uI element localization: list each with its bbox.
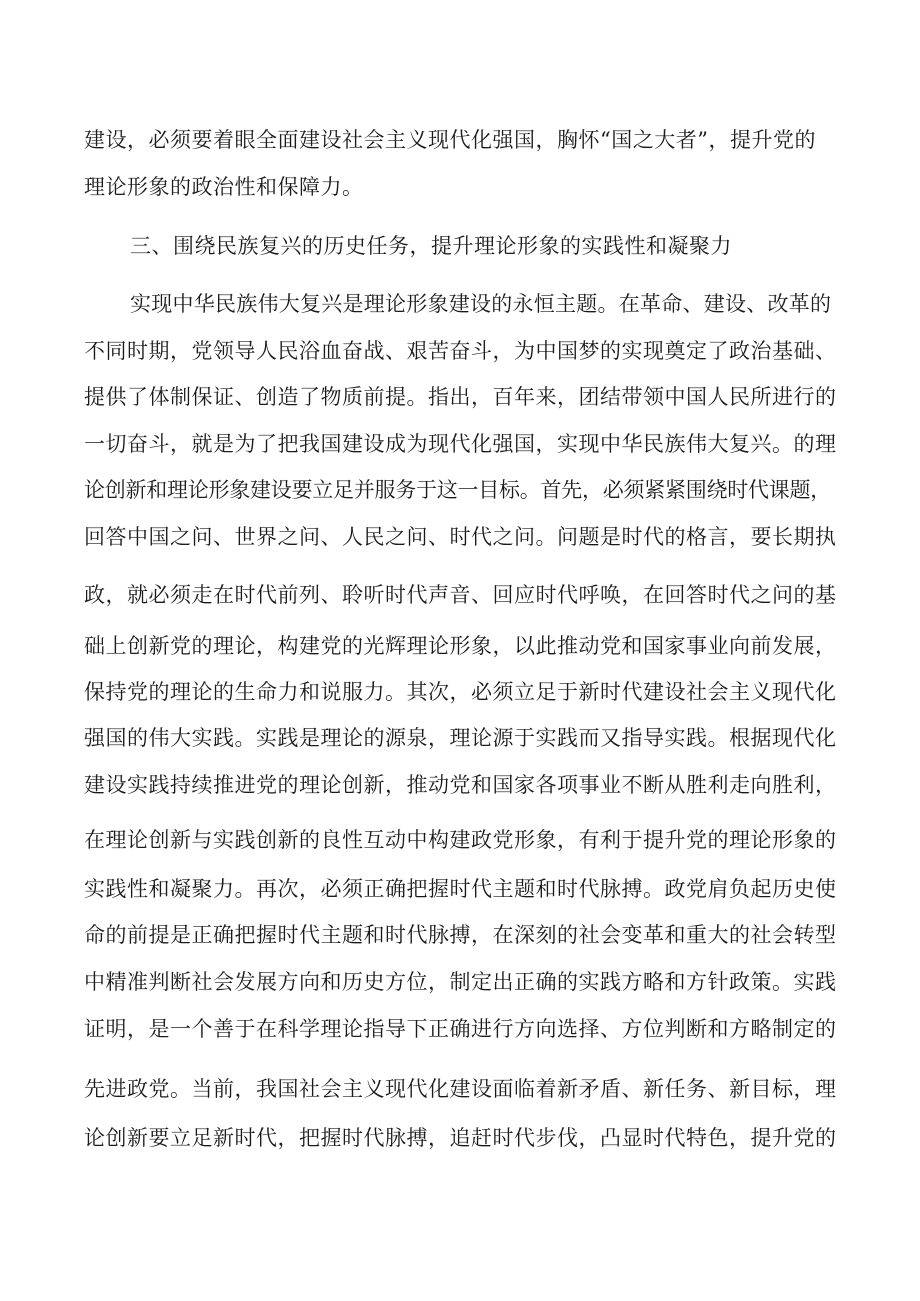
text-line: 一切奋斗，就是为了把我国建设成为现代化强国，实现中华民族伟大复兴。的理 [84,432,837,456]
text-line: 回答中国之问、世界之问、人民之问、时代之问。问题是时代的格言，要长期执 [84,525,837,549]
text-line: 在理论创新与实践创新的良性互动中构建政党形象，有利于提升党的理论形象的 [84,828,837,852]
text-line: 政，就必须走在时代前列、聆听时代声音、回应时代呼唤，在回答时代之问的基 [84,583,837,607]
text-line: 论创新要立足新时代，把握时代脉搏，追赶时代步伐，凸显时代特色，提升党的 [84,1126,837,1150]
section-heading: 三、围绕民族复兴的历史任务，提升理论形象的实践性和凝聚力 [130,234,732,258]
text-line: 保持党的理论的生命力和说服力。其次，必须立足于新时代建设社会主义现代化 [84,680,837,704]
text-line: 论创新和理论形象建设要立足并服务于这一目标。首先，必须紧紧围绕时代课题， [84,478,831,502]
text-line: 理论形象的政治性和保障力。 [84,175,364,199]
text-line: 中精准判断社会发展方向和历史方位，制定出正确的实践方略和方针政策。实践 [84,970,837,994]
text-line: 础上创新党的理论，构建党的光辉理论形象，以此推动党和国家事业向前发展， [84,634,837,658]
text-line: 实践性和凝聚力。再次，必须正确把握时代主题和时代脉搏。政党肩负起历史使 [84,877,837,901]
text-line: 强国的伟大实践。实践是理论的源泉，理论源于实践而又指导实践。根据现代化 [84,726,837,750]
text-line: 证明，是一个善于在科学理论指导下正确进行方向选择、方位判断和方略制定的 [84,1017,837,1041]
paragraph-first-line: 实现中华民族伟大复兴是理论形象建设的永恒主题。在革命、建设、改革的 [130,292,832,316]
text-line: 建设实践持续推进党的理论创新，推动党和国家各项事业不断从胜利走向胜利， [84,773,837,797]
text-line: 不同时期，党领导人民浴血奋战、艰苦奋斗，为中国梦的实现奠定了政治基础、 [84,339,837,363]
text-line: 建设，必须要着眼全面建设社会主义现代化强国，胸怀“国之大者”，提升党的 [84,128,816,152]
text-line: 命的前提是正确把握时代主题和时代脉搏，在深刻的社会变革和重大的社会转型 [84,923,837,947]
text-line: 提供了体制保证、创造了物质前提。指出，百年来，团结带领中国人民所进行的 [84,385,837,409]
text-line: 先进政党。当前，我国社会主义现代化建设面临着新矛盾、新任务、新目标，理 [84,1077,837,1101]
